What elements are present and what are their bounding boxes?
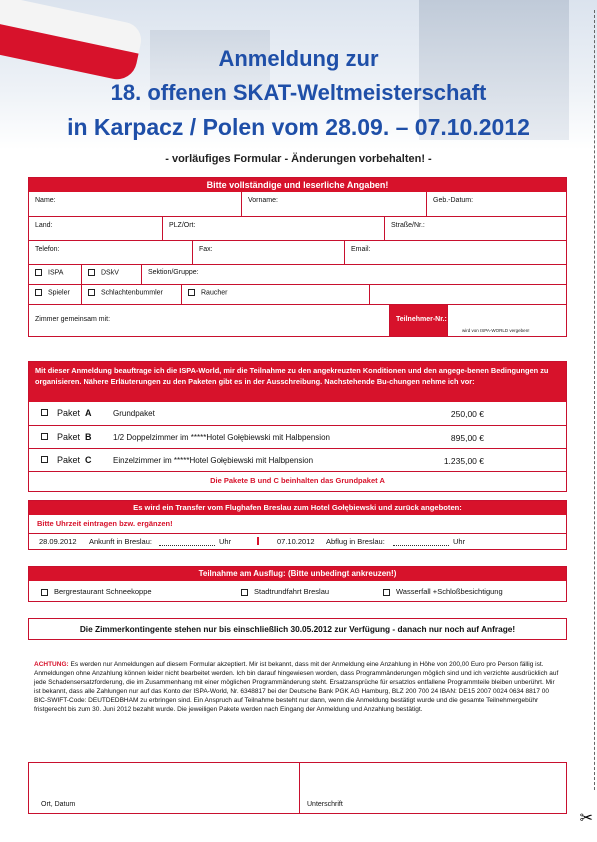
departure-uhr: Uhr	[453, 537, 466, 546]
zimmer-field[interactable]: Zimmer gemeinsam mit:	[35, 316, 111, 323]
attention-paragraph	[28, 656, 567, 718]
place-date-field[interactable]: Ort, Datum	[41, 801, 76, 808]
arrival-date: 28.09.2012	[39, 537, 77, 546]
arrival-uhr: Uhr	[219, 537, 232, 546]
packages-intro: Mit dieser Anmeldung beauftrage ich die ISPA-World, mir die Teilnahme zu den angekreuzten Konditionen und den angege-benen Bedingungen zu organisieren. Nähere Erläuterungen zu den Paketen gibt es in der Ausschreibung. Nachstehende Bu-chungen nehme ich vor:	[29, 362, 566, 402]
spieler-checkbox[interactable]: Spieler	[29, 285, 81, 304]
email-field[interactable]: Email:	[344, 241, 568, 264]
excursion-option-2[interactable]: Stadtrundfahrt Breslau	[241, 587, 329, 596]
packages-section	[28, 361, 567, 492]
package-a-row[interactable]: Paket A Grundpaket 250,00 €	[29, 402, 566, 425]
title-line-1: Anmeldung zur	[218, 46, 379, 71]
subtitle: - vorläufiges Formular - Änderungen vorbehalten! -	[165, 153, 432, 165]
title-line-2: 18. offenen SKAT-Weltmeisterschaft	[110, 80, 487, 105]
name-field[interactable]: Name:	[35, 197, 56, 204]
package-c-checkbox[interactable]	[41, 456, 48, 463]
land-field[interactable]: Land:	[35, 222, 53, 229]
departure-label: Abflug in Breslau:	[326, 537, 385, 546]
ispa-checkbox[interactable]: ISPA	[29, 265, 81, 284]
arrival-time-input[interactable]	[159, 537, 215, 546]
strasse-field[interactable]: Straße/Nr.:	[384, 217, 568, 240]
excursion-heading: Teilnahme am Ausflug: (Bitte unbedingt ankreuzen!)	[29, 567, 566, 581]
title-line-3: in Karpacz / Polen vom 28.09. – 07.10.2012	[67, 114, 530, 140]
package-c-row[interactable]: Paket C Einzelzimmer im *****Hotel Gołębiewski mit Halbpension 1.235,00 €	[29, 448, 566, 471]
transfer-hint: Bitte Uhrzeit eintragen bzw. ergänzen!	[37, 519, 173, 528]
transfer-section	[28, 500, 567, 550]
arrival-label: Ankunft in Breslau:	[89, 537, 152, 546]
vorname-field[interactable]: Vorname:	[241, 192, 426, 216]
excursion-section	[28, 566, 567, 602]
fax-field[interactable]: Fax:	[192, 241, 344, 264]
sektion-field[interactable]: Sektion/Gruppe:	[141, 265, 568, 284]
contingent-notice: Die Zimmerkontingente stehen nur bis einschließlich 30.05.2012 zur Verfügung - danach nur noch auf Anfrage!	[28, 618, 567, 640]
transfer-heading: Es wird ein Transfer vom Flughafen Breslau zum Hotel Gołębiewski und zurück angeboten:	[29, 501, 566, 515]
packages-note: Die Pakete B und C beinhalten das Grundpaket A	[29, 471, 566, 491]
geb-datum-field[interactable]: Geb.-Datum:	[426, 192, 568, 216]
plz-ort-field[interactable]: PLZ/Ort:	[162, 217, 384, 240]
scissors-icon: ✂	[579, 810, 593, 827]
package-b-checkbox[interactable]	[41, 433, 48, 440]
teilnehmer-nr-field	[447, 305, 568, 336]
signature-section	[28, 762, 567, 814]
package-b-row[interactable]: Paket B 1/2 Doppelzimmer im *****Hotel Gołębiewski mit Halbpension 895,00 €	[29, 425, 566, 448]
header-banner	[0, 0, 597, 150]
dskv-checkbox[interactable]: DSkV	[81, 265, 141, 284]
telefon-field[interactable]: Telefon:	[35, 246, 60, 253]
blank-field[interactable]	[369, 285, 568, 304]
teilnehmer-note: wird von ISPA-WORLD vergeben!	[462, 328, 530, 333]
attention-text: Es werden nur Anmeldungen auf diesem Formular akzeptiert. Mir ist bekannt, dass mit der Anmeldung eine Anzahlung in Höhe von 200,00 Euro pro Person fällig ist. Anmeldungen ohne Anzahlung können leider nicht bearbeitet werden. Ich bin darauf hingewiesen worden, dass Programmänderungen möglich sind und ich verzichte ausdrücklich auf jede Schadensersatzforderung, die im Zusammenhang mit einer möglichen Programmänderung steht. Ersatzansprüche für ersatzlos entfallene Programmteile bleiben unberührt. Mir ist bekannt, dass alle Zahlungen nur auf das Konto der ISPA-World, Nr. 6348817 bei der Deutsche Bank PGK AG Hamburg, BLZ 200 700 24 IBAN: DE15 2007 0024 0634 8817 00 BIC-SWIFT-Code: DEUTDEDBHAM zu erbringen sind. Ein Anspruch auf Teilnahme besteht nur dann, wenn die Anmeldung bestätigt wurde und die gesamte Teilnehmergebühr fristgerecht bis zum 30. Juni 2012 bezahlt wurde. Die jeweiligen Pakete werden nach Eingang der Anmeldung und Anzahlung bestätigt.	[34, 661, 559, 713]
departure-time-input[interactable]	[393, 537, 449, 546]
signature-field[interactable]: Unterschrift	[307, 801, 343, 808]
separator-mark	[257, 537, 259, 545]
excursion-option-1[interactable]: Bergrestaurant Schneekoppe	[41, 587, 152, 596]
package-a-checkbox[interactable]	[41, 409, 48, 416]
raucher-checkbox[interactable]: Raucher	[181, 285, 369, 304]
attention-label: ACHTUNG:	[34, 661, 69, 668]
schlachtenbummler-checkbox[interactable]: Schlachtenbummler	[81, 285, 181, 304]
form-heading: Bitte vollständige und leserliche Angaben!	[29, 178, 566, 192]
cut-line	[594, 10, 595, 790]
excursion-option-3[interactable]: Wasserfall +Schloßbesichtigung	[383, 587, 503, 596]
personal-data-form	[28, 177, 567, 337]
teilnehmer-nr-label: Teilnehmer-Nr.:	[389, 305, 447, 336]
departure-date: 07.10.2012	[277, 537, 315, 546]
